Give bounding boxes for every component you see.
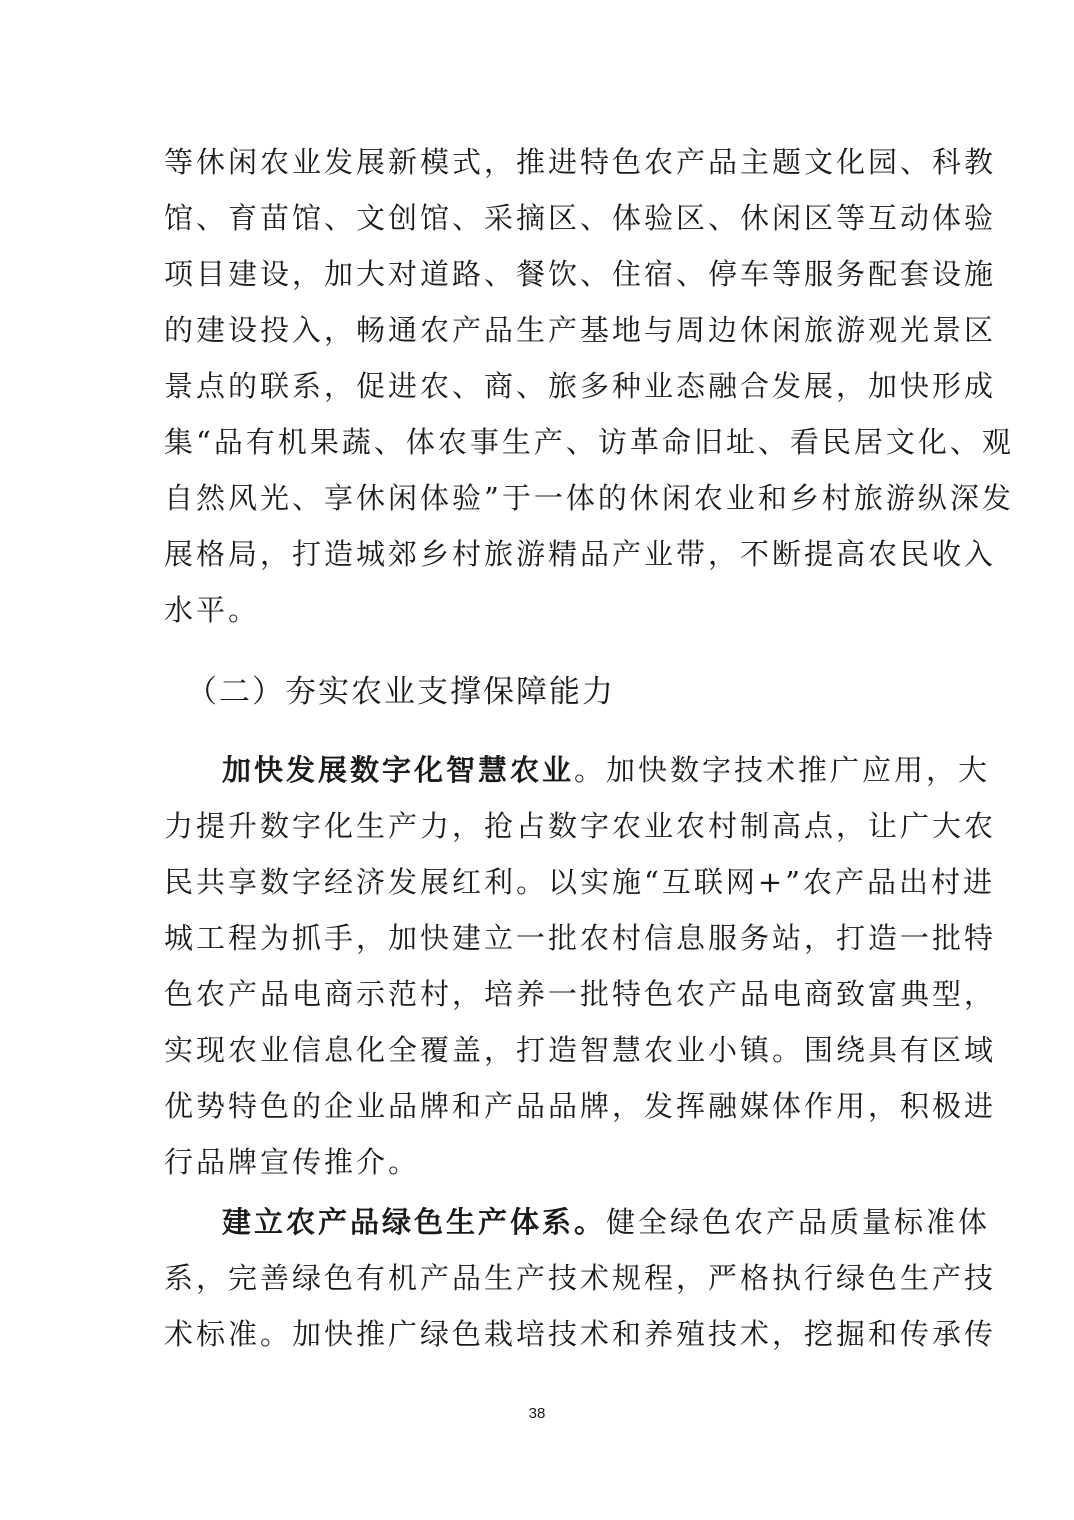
text-line: 力提升数字化生产力，抢占数字农业农村制高点，让广大农 [164,809,997,843]
text-line: 集“品有机果蔬、体农事生产、访革命旧址、看民居文化、观 [164,425,1014,459]
paragraph-lead-bold: 建立农产品绿色生产体系。 [222,1205,607,1239]
text-line: 水平。 [164,593,261,627]
paragraph-lead-rest: 健全绿色农产品质量标准体 [606,1205,991,1239]
paragraph-lead-rest: 。加快数字技术推广应用，大 [574,753,991,787]
paragraph-first-line [222,1202,991,1242]
text-line: 民共享数字经济发展红利。以实施“互联网+”农产品出村进 [164,865,995,899]
text-line: 项目建设，加大对道路、餐饮、住宿、停车等服务配套设施 [164,257,997,291]
text-line: 景点的联系，促进农、商、旅多种业态融合发展，加快形成 [164,369,997,403]
text-line: 城工程为抓手，加快建立一批农村信息服务站，打造一批特 [164,921,997,955]
paragraph-first-line [222,750,991,790]
text-line: 色农产品电商示范村，培养一批特色农产品电商致富典型， [164,977,997,1011]
text-line: 术标准。加快推广绿色栽培技术和养殖技术，挖掘和传承传 [164,1317,997,1351]
text-line: 馆、育苗馆、文创馆、采摘区、体验区、休闲区等互动体验 [164,201,997,235]
text-line: 优势特色的企业品牌和产品品牌，发挥融媒体作用，积极进 [164,1089,997,1123]
text-line: 展格局，打造城郊乡村旅游精品产业带，不断提高农民收入 [164,537,997,571]
text-line: 的建设投入，畅通农产品生产基地与周边休闲旅游观光景区 [164,313,997,347]
text-line: 自然风光、享休闲体验”于一体的休闲农业和乡村旅游纵深发 [164,481,1014,515]
text-line: 实现农业信息化全覆盖，打造智慧农业小镇。围绕具有区域 [164,1033,997,1067]
text-line: 等休闲农业发展新模式，推进特色农产品主题文化园、科教 [164,145,997,179]
text-line: 系，完善绿色有机产品生产技术规程，严格执行绿色生产技 [164,1261,997,1295]
paragraph-lead-bold: 加快发展数字化智慧农业 [222,753,575,787]
section-heading: （二）夯实农业支撑保障能力 [186,674,615,710]
page-number: 38 [528,1405,546,1422]
text-line: 行品牌宣传推介。 [164,1145,421,1179]
